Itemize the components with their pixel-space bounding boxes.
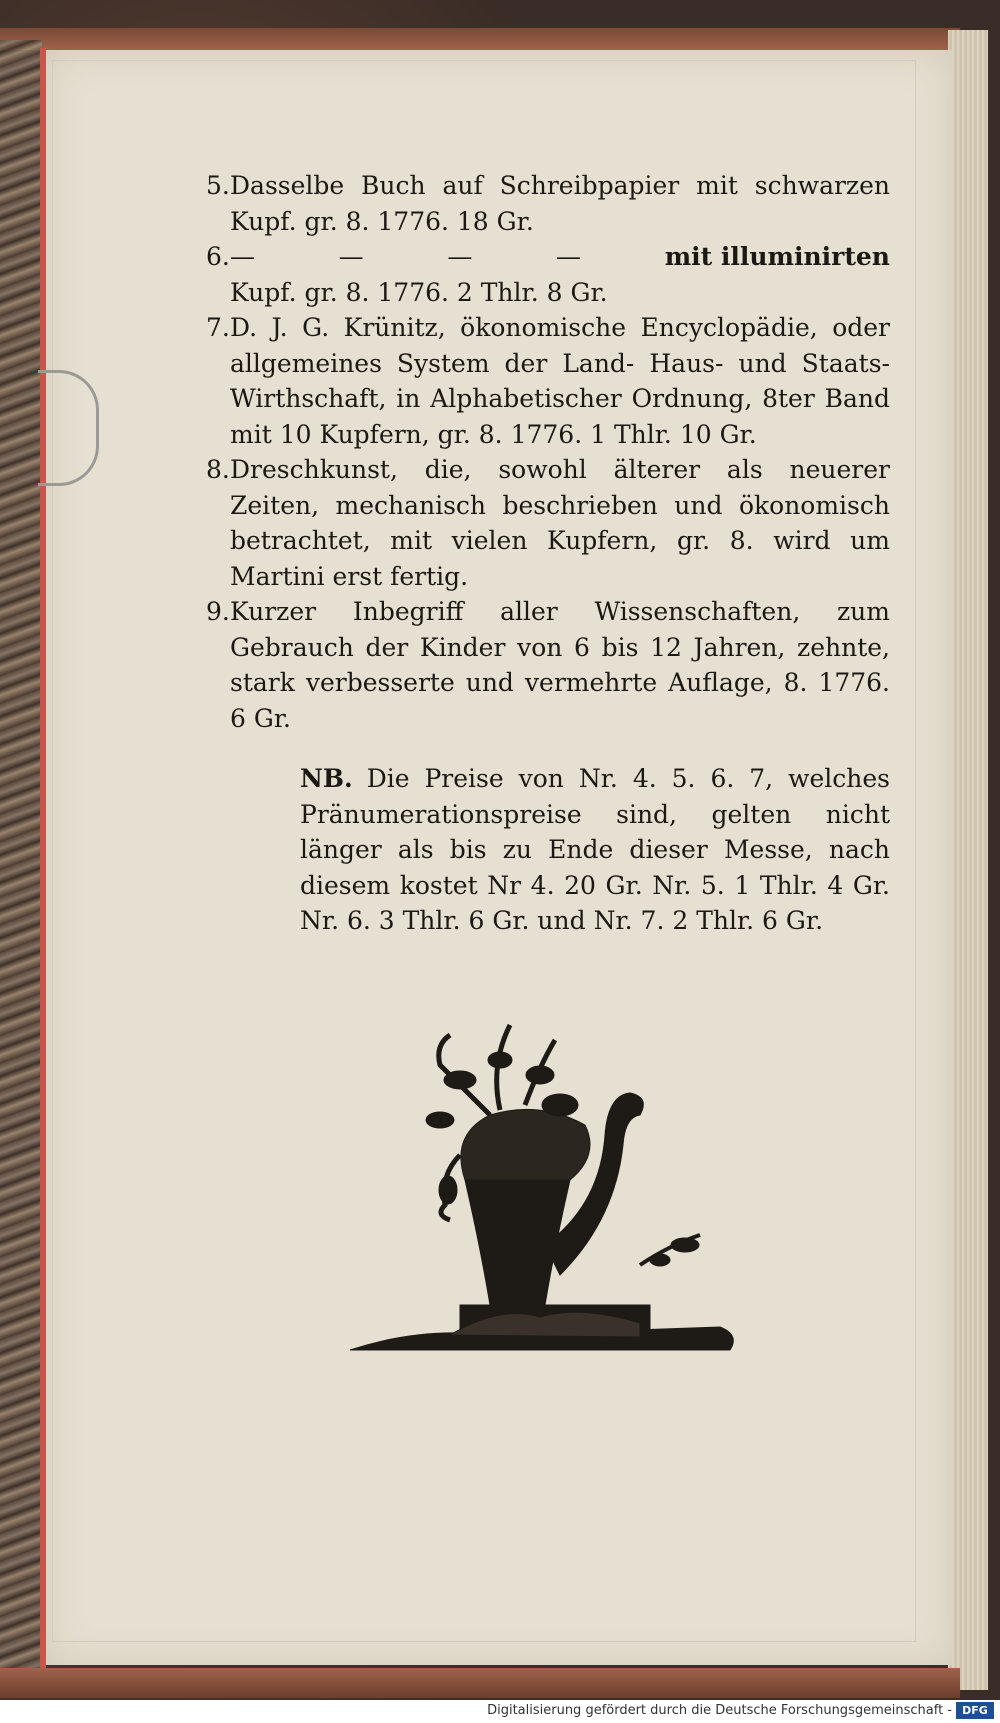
entry-number: 6. [206, 242, 230, 271]
entry-9 [206, 594, 890, 736]
entry-5 [206, 168, 890, 239]
nb-text: Die Preise von Nr. 4. 5. 6. 7, welches Pränumerationspreise sind, gelten nicht länger als bis zu Ende dieser Messe, nach diesem kostet Nr 4. 20 Gr. Nr. 5. 1 Thlr. 4 Gr. Nr. 6. 3 Thlr. 6 Gr. und Nr. 7. 2 Thlr. 6 Gr. [300, 764, 890, 935]
ditto-dash: — [230, 242, 255, 271]
page-clip [38, 370, 99, 486]
entry-text: Dasselbe Buch auf Schreibpapier mit schwarzen Kupf. gr. 8. 1776. 18 Gr. [230, 171, 890, 236]
nota-bene [300, 761, 890, 939]
ditto-dash: — [447, 242, 473, 271]
page-edges [948, 30, 988, 1690]
entry-text: Kupf. gr. 8. 1776. 2 Thlr. 8 Gr. [230, 277, 608, 307]
ditto-row [230, 239, 890, 275]
entry-text: Dreschkunst, die, sowohl älterer als neuerer Zeiten, mechanisch beschrieben und ökonomisch betrachtet, mit vielen Kupfern, gr. 8. wird um Martini erst fertig. [230, 455, 890, 591]
entry-number: 9. [206, 597, 230, 626]
entry-text: Kurzer Inbegriff aller Wissenschaften, zum Gebrauch der Kinder von 6 bis 12 Jahren, zehnte, stark verbesserte und vermehrte Auflage, 8. 1776. 6 Gr. [230, 597, 890, 733]
entry-7 [206, 310, 890, 452]
footer-credit: Digitalisierung gefördert durch die Deutsche Forschungsgemeinschaft - [487, 1703, 952, 1718]
book-cover-bottom-edge [0, 1668, 960, 1698]
dfg-logo: DFG [956, 1702, 994, 1719]
entry-number: 5. [206, 171, 230, 200]
ditto-dash: — [338, 242, 364, 271]
nb-label: NB. [300, 764, 353, 793]
entry-number: 8. [206, 455, 230, 484]
entry-number: 7. [206, 313, 230, 342]
ditto-tail: mit illuminirten [664, 242, 890, 271]
entry-6 [206, 239, 890, 310]
urn-vignette-ornament [340, 1005, 760, 1365]
digitization-footer [0, 1700, 1000, 1723]
entry-8 [206, 452, 890, 594]
marbled-cover [0, 40, 42, 1680]
book-cover-top-edge [0, 28, 960, 50]
page-text [206, 168, 890, 964]
ditto-dash: — [556, 242, 582, 271]
entry-text: D. J. G. Krünitz, ökonomische Encyclopädie, oder allgemeines System der Land- Haus- und Staats- Wirthschaft, in Alphabetischer Ordnung, 8ter Band mit 10 Kupfern, gr. 8. 1776. 1 Thlr. 10 Gr. [230, 313, 890, 449]
